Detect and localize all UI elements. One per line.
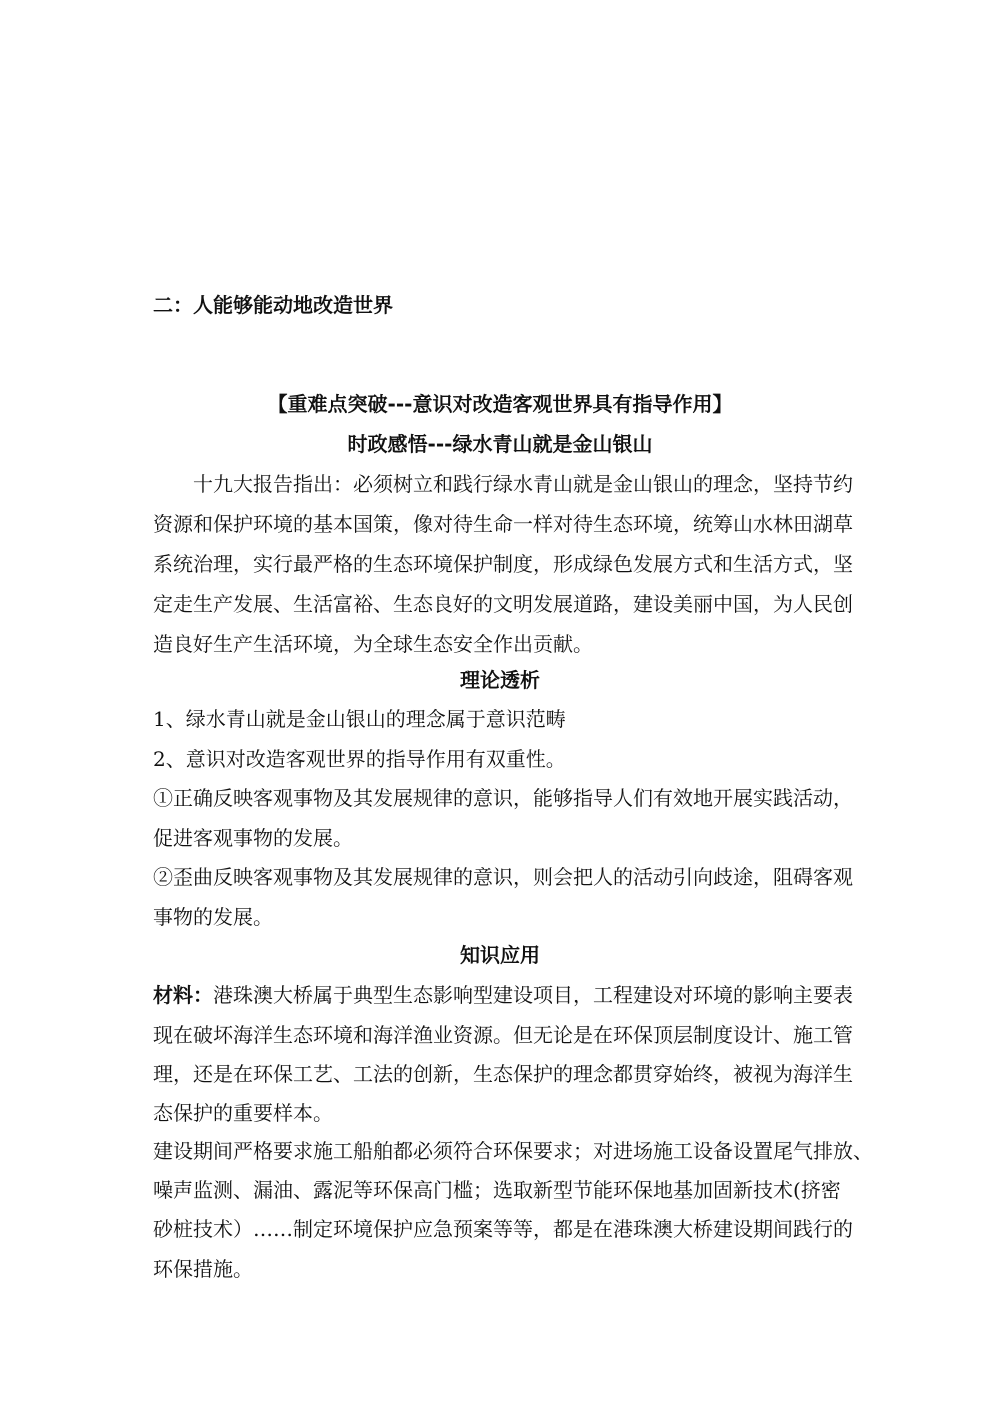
text-line: 环保措施。 [153, 1257, 253, 1281]
text-line: 噪声监测、漏油、露泥等环保高门槛；选取新型节能环保地基加固新技术(挤密 [153, 1178, 841, 1202]
list-item: 事物的发展。 [153, 905, 273, 929]
theory-title: 理论透析 [460, 668, 540, 692]
current-affairs-title: 时政感悟---绿水青山就是金山银山 [347, 432, 653, 456]
text-line: 建设期间严格要求施工船舶都必须符合环保要求；对进场施工设备设置尾气排放、 [153, 1139, 873, 1163]
key-point-title: 【重难点突破---意识对改造客观世界具有指导作用】 [267, 392, 733, 416]
text-line: 理，还是在环保工艺、工法的创新，生态保护的理念都贯穿始终，被视为海洋生 [153, 1062, 853, 1086]
list-item: ②歪曲反映客观事物及其发展规律的意识，则会把人的活动引向歧途，阻碍客观 [153, 865, 853, 889]
list-item: 1、绿水青山就是金山银山的理念属于意识范畴 [153, 707, 566, 731]
text-line: 系统治理，实行最严格的生态环境保护制度，形成绿色发展方式和生活方式，坚 [153, 552, 853, 576]
application-title: 知识应用 [460, 943, 540, 967]
section-heading: 二：人能够能动地改造世界 [153, 293, 393, 317]
list-item: 2、意识对改造客观世界的指导作用有双重性。 [153, 747, 566, 771]
text-line: 十九大报告指出：必须树立和践行绿水青山就是金山银山的理念，坚持节约 [193, 472, 853, 496]
text-line: 材料：港珠澳大桥属于典型生态影响型建设项目，工程建设对环境的影响主要表 [153, 983, 853, 1007]
text-line: 资源和保护环境的基本国策，像对待生命一样对待生态环境，统筹山水林田湖草 [153, 512, 853, 536]
list-item: 促进客观事物的发展。 [153, 826, 353, 850]
material-label: 材料： [153, 983, 213, 1007]
text-line: 态保护的重要样本。 [153, 1101, 333, 1125]
text-line: 造良好生产生活环境，为全球生态安全作出贡献。 [153, 632, 593, 656]
text-line: 砂桩技术）……制定环境保护应急预案等等，都是在港珠澳大桥建设期间践行的 [153, 1217, 853, 1241]
text-line: 现在破坏海洋生态环境和海洋渔业资源。但无论是在环保顶层制度设计、施工管 [153, 1023, 853, 1047]
text-line: 定走生产发展、生活富裕、生态良好的文明发展道路，建设美丽中国，为人民创 [153, 592, 853, 616]
list-item: ①正确反映客观事物及其发展规律的意识，能够指导人们有效地开展实践活动， [153, 786, 853, 810]
